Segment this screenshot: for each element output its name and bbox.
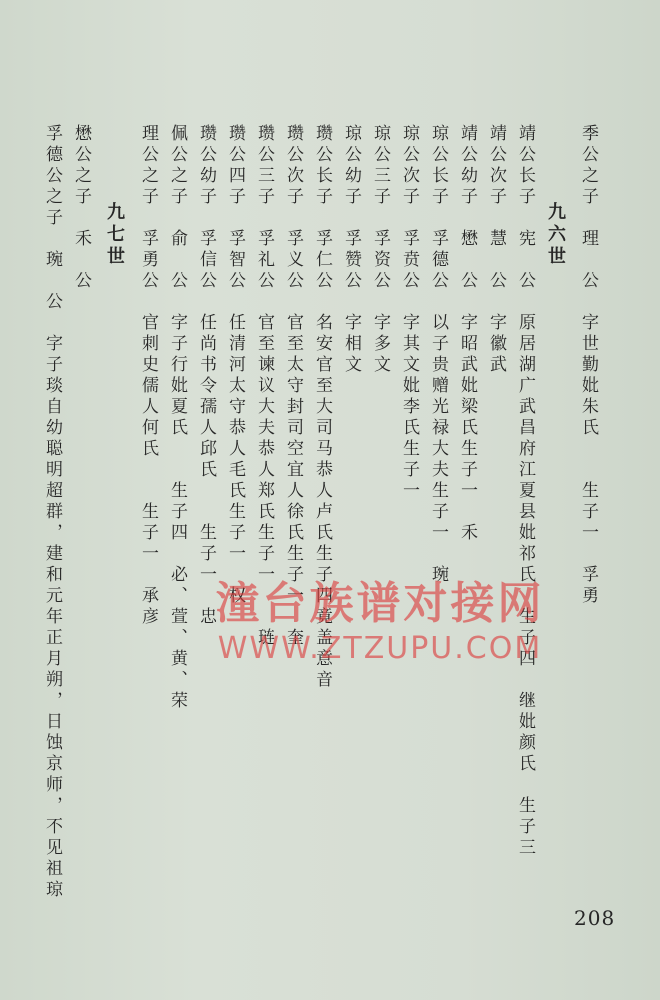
record-column-fuzhi: 瓒公四子 孚智公 任清河太守恭人毛氏生子一 权 [225,124,245,607]
record-column-fuben: 琼公次子 孚贲公 字其文妣李氏生子一 [399,124,419,502]
record-column-xian: 靖公长子 宪 公 原居湖广武昌府江夏县妣祁氏 生子四 继妣颜氏 生子三 [515,124,535,859]
record-column-fude: 琼公长子 孚德公 以子贵赠光禄大夫生子一 琬 [428,124,448,586]
watermark-url: WWW.ZTZUPU.COM [217,631,543,666]
page-number: 208 [574,906,616,930]
record-column-fuzi: 琼公三子 孚资公 字多文 [370,124,390,376]
record-column-li: 季公之子 理 公 字世勤妣朱氏 生子一 孚勇 [578,124,598,607]
record-column-fuli: 瓒公三子 孚礼公 官至谏议大夫恭人郑氏生子一 琏 [254,124,274,649]
record-column-fuzan: 琼公幼子 孚赞公 字相文 [341,124,361,376]
record-column-furen: 瓒公长子 孚仁公 名安官至大司马恭人卢氏生子四竟盖意音 [312,124,332,691]
generation-heading-96: 九六世 [545,202,566,268]
record-column-yu: 佩公之子 俞 公 字子行妣夏氏 生子四 必、萱、黄、荣 [167,124,187,712]
record-column-wan: 孚德公之子 琬 公 字子琰自幼聪明超群，建和元年正月朔，日蚀京师，不见祖琼 [42,124,62,901]
record-column-fuyi: 瓒公次子 孚义公 官至太守封司空宜人徐氏生子一 奎 [283,124,303,649]
record-column-mao: 靖公幼子 懋 公 字昭武妣梁氏生子一 禾 [457,124,477,544]
record-column-hui: 靖公次子 慧 公 字徽武 [486,124,506,376]
record-column-he: 懋公之子 禾 公 [71,124,91,292]
record-column-fuxin: 瓒公幼子 孚信公 任尚书令孺人邱氏 生子一 忠 [196,124,216,628]
site-watermark [150,578,610,668]
watermark-name: 潼台族谱对接网 [215,578,545,629]
generation-heading-97: 九七世 [104,202,125,268]
record-column-fuyong: 理公之子 孚勇公 官刺史儒人何氏 生子一 承彦 [138,124,158,628]
